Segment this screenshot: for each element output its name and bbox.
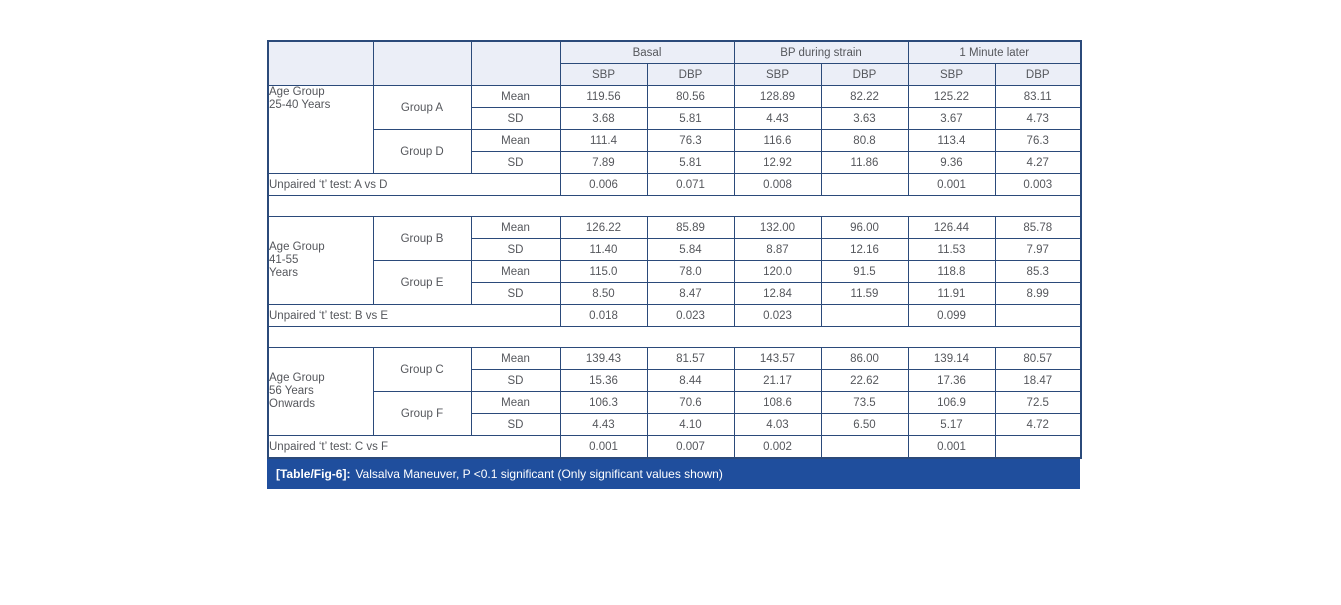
value-cell: 76.3 — [995, 130, 1081, 152]
value-cell: 8.44 — [647, 370, 734, 392]
value-cell: 4.43 — [560, 414, 647, 436]
ttest-row — [268, 174, 1081, 196]
value-cell: 132.00 — [734, 217, 821, 239]
value-cell: 119.56 — [560, 86, 647, 108]
blank-header-cell — [471, 41, 560, 86]
stat-label-cell: Mean — [471, 217, 560, 239]
value-cell: 78.0 — [647, 261, 734, 283]
subheader-dbp: DBP — [995, 64, 1081, 86]
value-cell: 139.14 — [908, 348, 995, 370]
value-cell: 12.92 — [734, 152, 821, 174]
caption-tag: [Table/Fig-6]: — [276, 467, 351, 481]
value-cell: 17.36 — [908, 370, 995, 392]
table-row — [268, 261, 1081, 283]
value-cell: 4.72 — [995, 414, 1081, 436]
value-cell: 143.57 — [734, 348, 821, 370]
value-cell — [821, 436, 908, 459]
ttest-label-cell: Unpaired ‘t’ test: C vs F — [268, 436, 560, 459]
value-cell — [821, 174, 908, 196]
age-group-line: 56 Years — [269, 385, 314, 397]
value-cell: 5.17 — [908, 414, 995, 436]
group-name-cell: Group B — [373, 217, 471, 261]
value-cell: 115.0 — [560, 261, 647, 283]
value-cell: 0.002 — [734, 436, 821, 459]
stat-label-cell: SD — [471, 152, 560, 174]
stat-label-cell: Mean — [471, 348, 560, 370]
valsalva-bp-table — [267, 40, 1082, 459]
value-cell: 70.6 — [647, 392, 734, 414]
value-cell: 0.001 — [560, 436, 647, 459]
subheader-sbp: SBP — [908, 64, 995, 86]
value-cell: 4.43 — [734, 108, 821, 130]
ttest-row — [268, 436, 1081, 459]
value-cell: 80.8 — [821, 130, 908, 152]
value-cell: 3.67 — [908, 108, 995, 130]
value-cell: 106.3 — [560, 392, 647, 414]
value-cell: 80.56 — [647, 86, 734, 108]
value-cell: 11.59 — [821, 283, 908, 305]
value-cell: 8.99 — [995, 283, 1081, 305]
stat-label-cell: SD — [471, 283, 560, 305]
caption-text: Valsalva Maneuver, P <0.1 significant (Only significant values shown) — [355, 467, 723, 481]
age-group-line: Age Group — [269, 86, 325, 98]
value-cell: 0.008 — [734, 174, 821, 196]
subheader-dbp: DBP — [647, 64, 734, 86]
value-cell — [995, 305, 1081, 327]
header-group-row — [268, 41, 1081, 64]
subheader-dbp: DBP — [821, 64, 908, 86]
table-row — [268, 348, 1081, 370]
table-row — [268, 217, 1081, 239]
value-cell: 82.22 — [821, 86, 908, 108]
value-cell: 91.5 — [821, 261, 908, 283]
spacer-row — [268, 327, 1081, 348]
value-cell: 83.11 — [995, 86, 1081, 108]
table-caption — [267, 459, 1080, 489]
value-cell: 106.9 — [908, 392, 995, 414]
group-name-cell: Group D — [373, 130, 471, 174]
value-cell — [821, 305, 908, 327]
stat-label-cell: Mean — [471, 392, 560, 414]
ttest-row — [268, 305, 1081, 327]
column-group-1min: 1 Minute later — [908, 41, 1081, 64]
value-cell: 76.3 — [647, 130, 734, 152]
table-row — [268, 392, 1081, 414]
value-cell: 4.73 — [995, 108, 1081, 130]
value-cell: 0.007 — [647, 436, 734, 459]
group-name-cell: Group A — [373, 86, 471, 130]
value-cell: 0.001 — [908, 174, 995, 196]
value-cell: 108.6 — [734, 392, 821, 414]
group-name-cell: Group C — [373, 348, 471, 392]
value-cell: 12.84 — [734, 283, 821, 305]
value-cell: 7.89 — [560, 152, 647, 174]
value-cell: 0.018 — [560, 305, 647, 327]
value-cell: 118.8 — [908, 261, 995, 283]
age-group-line: Onwards — [269, 398, 316, 410]
value-cell: 9.36 — [908, 152, 995, 174]
value-cell: 0.003 — [995, 174, 1081, 196]
table-row — [268, 130, 1081, 152]
value-cell: 126.44 — [908, 217, 995, 239]
value-cell: 128.89 — [734, 86, 821, 108]
value-cell: 72.5 — [995, 392, 1081, 414]
value-cell: 0.001 — [908, 436, 995, 459]
value-cell: 8.47 — [647, 283, 734, 305]
value-cell: 80.57 — [995, 348, 1081, 370]
value-cell: 12.16 — [821, 239, 908, 261]
table-row — [268, 86, 1081, 108]
value-cell: 0.071 — [647, 174, 734, 196]
age-group-line: 41-55 — [269, 254, 299, 266]
value-cell: 4.03 — [734, 414, 821, 436]
value-cell: 126.22 — [560, 217, 647, 239]
value-cell: 18.47 — [995, 370, 1081, 392]
value-cell: 4.27 — [995, 152, 1081, 174]
value-cell: 8.87 — [734, 239, 821, 261]
stat-label-cell: SD — [471, 414, 560, 436]
value-cell: 5.84 — [647, 239, 734, 261]
value-cell: 86.00 — [821, 348, 908, 370]
value-cell: 85.3 — [995, 261, 1081, 283]
value-cell: 4.10 — [647, 414, 734, 436]
stat-label-cell: SD — [471, 239, 560, 261]
age-group-line: 25-40 Years — [269, 99, 331, 111]
spacer-row — [268, 196, 1081, 217]
stat-label-cell: SD — [471, 370, 560, 392]
blank-header-cell — [268, 41, 373, 86]
value-cell: 15.36 — [560, 370, 647, 392]
stat-label-cell: Mean — [471, 86, 560, 108]
value-cell: 139.43 — [560, 348, 647, 370]
age-group-cell — [268, 86, 373, 174]
subheader-sbp: SBP — [560, 64, 647, 86]
stat-label-cell: Mean — [471, 261, 560, 283]
value-cell: 22.62 — [821, 370, 908, 392]
group-name-cell: Group E — [373, 261, 471, 305]
value-cell: 111.4 — [560, 130, 647, 152]
age-group-line: Years — [269, 267, 298, 279]
value-cell: 73.5 — [821, 392, 908, 414]
value-cell: 21.17 — [734, 370, 821, 392]
value-cell: 11.86 — [821, 152, 908, 174]
value-cell: 11.53 — [908, 239, 995, 261]
value-cell: 81.57 — [647, 348, 734, 370]
value-cell: 3.63 — [821, 108, 908, 130]
value-cell: 11.40 — [560, 239, 647, 261]
ttest-label-cell: Unpaired ‘t’ test: A vs D — [268, 174, 560, 196]
stat-label-cell: Mean — [471, 130, 560, 152]
value-cell: 85.89 — [647, 217, 734, 239]
column-group-strain: BP during strain — [734, 41, 908, 64]
age-group-line: Age Group — [269, 372, 325, 384]
ttest-label-cell: Unpaired ‘t’ test: B vs E — [268, 305, 560, 327]
value-cell: 0.099 — [908, 305, 995, 327]
value-cell: 113.4 — [908, 130, 995, 152]
spacer-cell — [268, 327, 1081, 348]
subheader-sbp: SBP — [734, 64, 821, 86]
value-cell: 7.97 — [995, 239, 1081, 261]
stat-label-cell: SD — [471, 108, 560, 130]
value-cell: 5.81 — [647, 108, 734, 130]
value-cell: 5.81 — [647, 152, 734, 174]
value-cell: 96.00 — [821, 217, 908, 239]
value-cell: 0.023 — [647, 305, 734, 327]
value-cell: 3.68 — [560, 108, 647, 130]
value-cell: 0.006 — [560, 174, 647, 196]
group-name-cell: Group F — [373, 392, 471, 436]
bp-table-figure — [267, 40, 1080, 489]
value-cell: 116.6 — [734, 130, 821, 152]
blank-header-cell — [373, 41, 471, 86]
value-cell: 120.0 — [734, 261, 821, 283]
value-cell: 8.50 — [560, 283, 647, 305]
value-cell: 125.22 — [908, 86, 995, 108]
value-cell — [995, 436, 1081, 459]
value-cell: 11.91 — [908, 283, 995, 305]
spacer-cell — [268, 196, 1081, 217]
column-group-basal: Basal — [560, 41, 734, 64]
age-group-line: Age Group — [269, 241, 325, 253]
age-group-cell — [268, 217, 373, 305]
value-cell: 0.023 — [734, 305, 821, 327]
value-cell: 85.78 — [995, 217, 1081, 239]
age-group-cell — [268, 348, 373, 436]
value-cell: 6.50 — [821, 414, 908, 436]
